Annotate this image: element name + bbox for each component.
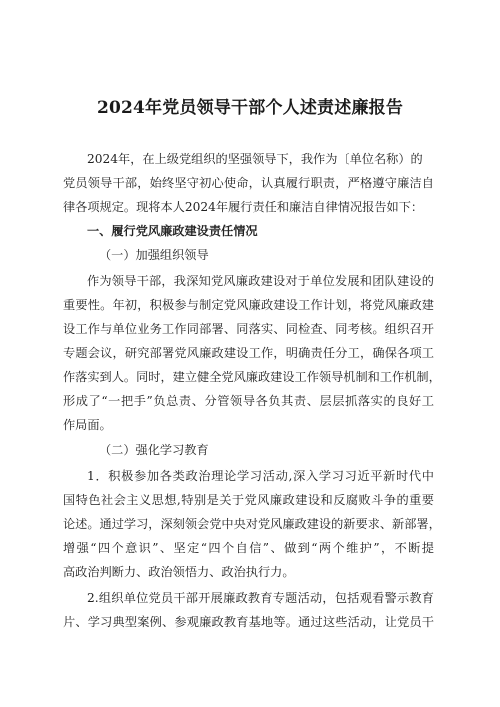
paragraph-line: 2024年，在上级党组织的坚强领导下，我作为〔单位名称）的: [87, 152, 423, 166]
paragraph-line: 党员领导干部，始终坚守初心使命，认真履行职责，严格遵守廉洁自: [63, 176, 434, 190]
paragraph-line: 重要性。年初，积极参与制定党风廉政建设工作计划，将党风廉政建: [63, 298, 434, 312]
paragraph-line: 设工作与单位业务工作同部署、同落实、同检查、同考核。组织召开: [63, 322, 434, 336]
paragraph-line: 高政治判断力、政治领悟力、政治执行力。: [63, 565, 295, 579]
paragraph-line: 作落实到人。同时，建立健全党风廉政建设工作领导机制和工作机制，: [63, 370, 441, 384]
paragraph-line: 国特色社会主义思想,特别是关于党风廉政建设和反腐败斗争的重要: [63, 493, 434, 507]
paragraph-line: 专题会议，研究部署党风廉政建设工作，明确责任分工，确保各项工: [63, 346, 434, 360]
paragraph-line: 形成了“一把手”负总责、分管领导各负其责、层层抓落实的良好工: [63, 394, 434, 408]
paragraph-line: 律各项规定。现将本人2024年履行责任和廉洁自律情况报告如下：: [63, 200, 424, 214]
subsection-heading: （一）加强组织领导: [99, 248, 209, 262]
section-heading: 一、履行党风廉政建设责任情况: [87, 224, 258, 238]
paragraph-line: 片、学习典型案例、参观廉政教育基地等。通过这些活动，让党员干: [63, 615, 434, 629]
paragraph-line: 作局面。: [63, 418, 112, 432]
document-title: 2024年党员领导干部个人述责述廉报告: [96, 98, 404, 118]
subsection-heading: （二）强化学习教育: [99, 443, 209, 457]
paragraph-line: 作为领导干部，我深知党风廉政建设对于单位发展和团队建设的: [87, 274, 434, 288]
paragraph-line: 论述。通过学习，深刻领会党中央对党风廉政建设的新要求、新部署，: [63, 517, 441, 531]
paragraph-line: 1．积极参加各类政治理论学习活动,深入学习习近平新时代中: [87, 469, 434, 483]
paragraph-line: 2.组织单位党员干部开展廉政教育专题活动，包括观看警示教育: [87, 591, 434, 605]
paragraph-line: 增强“四个意识”、坚定“四个自信”、做到“两个维护”，不断提: [63, 541, 434, 555]
